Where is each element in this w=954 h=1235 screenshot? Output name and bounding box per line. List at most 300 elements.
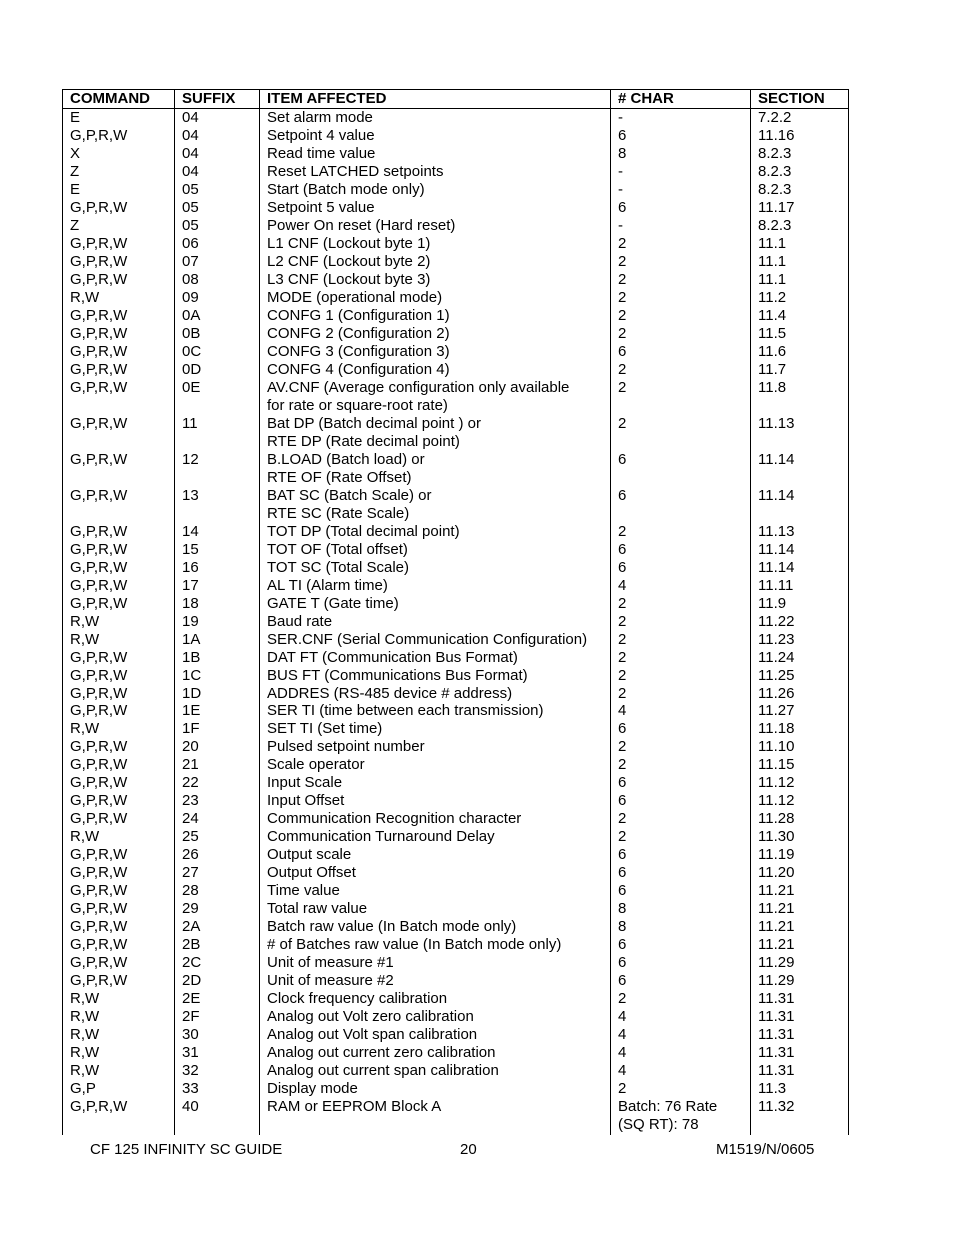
char-count-cell: 6: [611, 451, 751, 487]
char-count-cell: 4: [611, 1008, 751, 1026]
section-cell: 11.26: [751, 685, 849, 703]
item-affected-cell: CONFG 2 (Configuration 2): [260, 325, 611, 343]
item-affected-cell: Total raw value: [260, 900, 611, 918]
suffix-cell: 15: [175, 541, 260, 559]
section-cell: 7.2.2: [751, 109, 849, 127]
section-cell: 11.21: [751, 900, 849, 918]
header-section: SECTION: [751, 90, 849, 109]
table-row: [63, 343, 849, 361]
table-row: [63, 235, 849, 253]
suffix-cell: 22: [175, 774, 260, 792]
header-command: COMMAND: [63, 90, 175, 109]
command-cell: G,P,R,W: [63, 685, 175, 703]
section-cell: 11.14: [751, 451, 849, 487]
command-cell: Z: [63, 217, 175, 235]
command-cell: R,W: [63, 631, 175, 649]
char-count-cell: 2: [611, 738, 751, 756]
suffix-cell: 08: [175, 271, 260, 289]
table-row: [63, 163, 849, 181]
section-cell: 11.29: [751, 972, 849, 990]
table-row: [63, 1044, 849, 1062]
command-cell: G,P,R,W: [63, 864, 175, 882]
char-count-cell: 4: [611, 702, 751, 720]
table-row: [63, 217, 849, 235]
table-row: [63, 1080, 849, 1098]
command-cell: G,P,R,W: [63, 343, 175, 361]
char-count-cell: 6: [611, 846, 751, 864]
suffix-cell: 31: [175, 1044, 260, 1062]
suffix-cell: 23: [175, 792, 260, 810]
char-count-cell: 2: [611, 631, 751, 649]
suffix-cell: 20: [175, 738, 260, 756]
command-cell: G,P,R,W: [63, 667, 175, 685]
section-cell: 11.21: [751, 936, 849, 954]
item-affected-cell: CONFG 4 (Configuration 4): [260, 361, 611, 379]
table-row: [63, 774, 849, 792]
char-count-cell: 2: [611, 289, 751, 307]
item-affected-cell: BAT SC (Batch Scale) or RTE SC (Rate Scale): [260, 487, 611, 523]
char-count-cell: -: [611, 217, 751, 235]
table-row: [63, 936, 849, 954]
command-cell: G,P: [63, 1080, 175, 1098]
char-count-cell: 6: [611, 541, 751, 559]
section-cell: 11.5: [751, 325, 849, 343]
table-row: [63, 127, 849, 145]
table-row: [63, 379, 849, 415]
char-count-cell: 6: [611, 199, 751, 217]
char-count-cell: Batch: 76 Rate (SQ RT): 78: [611, 1098, 751, 1135]
item-affected-cell: Scale operator: [260, 756, 611, 774]
command-cell: G,P,R,W: [63, 127, 175, 145]
command-cell: G,P,R,W: [63, 253, 175, 271]
item-affected-cell: Analog out current span calibration: [260, 1062, 611, 1080]
item-affected-cell: TOT SC (Total Scale): [260, 559, 611, 577]
section-cell: 11.31: [751, 1026, 849, 1044]
command-cell: R,W: [63, 1008, 175, 1026]
footer-document-code: M1519/N/0605: [716, 1141, 815, 1158]
table-row: [63, 541, 849, 559]
section-cell: 11.3: [751, 1080, 849, 1098]
char-count-cell: 2: [611, 523, 751, 541]
char-count-cell: 8: [611, 145, 751, 163]
item-affected-cell: Input Offset: [260, 792, 611, 810]
command-cell: X: [63, 145, 175, 163]
char-count-cell: 2: [611, 379, 751, 415]
suffix-cell: 1E: [175, 702, 260, 720]
char-count-cell: 4: [611, 1026, 751, 1044]
section-cell: 11.12: [751, 774, 849, 792]
command-cell: G,P,R,W: [63, 523, 175, 541]
command-cell: R,W: [63, 720, 175, 738]
suffix-cell: 2B: [175, 936, 260, 954]
item-affected-cell: Time value: [260, 882, 611, 900]
char-count-cell: 2: [611, 253, 751, 271]
command-cell: G,P,R,W: [63, 882, 175, 900]
section-cell: 11.6: [751, 343, 849, 361]
table-row: [63, 792, 849, 810]
suffix-cell: 19: [175, 613, 260, 631]
command-cell: G,P,R,W: [63, 774, 175, 792]
char-count-cell: 2: [611, 595, 751, 613]
char-count-cell: 6: [611, 864, 751, 882]
char-count-cell: 2: [611, 756, 751, 774]
table-row: [63, 756, 849, 774]
char-count-cell: 2: [611, 235, 751, 253]
table-row: [63, 954, 849, 972]
table-row: [63, 451, 849, 487]
section-cell: 11.12: [751, 792, 849, 810]
suffix-cell: 16: [175, 559, 260, 577]
table-row: [63, 415, 849, 451]
suffix-cell: 06: [175, 235, 260, 253]
suffix-cell: 05: [175, 199, 260, 217]
command-cell: G,P,R,W: [63, 559, 175, 577]
command-cell: G,P,R,W: [63, 235, 175, 253]
section-cell: 11.14: [751, 559, 849, 577]
header-suffix: SUFFIX: [175, 90, 260, 109]
table-header: [63, 90, 849, 109]
char-count-cell: 2: [611, 828, 751, 846]
table-row: [63, 1098, 849, 1135]
suffix-cell: 2F: [175, 1008, 260, 1026]
table-row: [63, 1026, 849, 1044]
table-row: [63, 900, 849, 918]
section-cell: 11.30: [751, 828, 849, 846]
command-cell: G,P,R,W: [63, 595, 175, 613]
char-count-cell: 6: [611, 972, 751, 990]
command-cell: R,W: [63, 1044, 175, 1062]
suffix-cell: 05: [175, 217, 260, 235]
suffix-cell: 1B: [175, 649, 260, 667]
suffix-cell: 26: [175, 846, 260, 864]
char-count-cell: 2: [611, 990, 751, 1008]
char-count-cell: 6: [611, 127, 751, 145]
table-row: [63, 559, 849, 577]
header-item-affected: ITEM AFFECTED: [260, 90, 611, 109]
char-count-cell: 6: [611, 882, 751, 900]
item-affected-cell: Pulsed setpoint number: [260, 738, 611, 756]
suffix-cell: 17: [175, 577, 260, 595]
command-cell: G,P,R,W: [63, 541, 175, 559]
suffix-cell: 0B: [175, 325, 260, 343]
suffix-cell: 21: [175, 756, 260, 774]
suffix-cell: 12: [175, 451, 260, 487]
char-count-cell: -: [611, 163, 751, 181]
item-affected-cell: Input Scale: [260, 774, 611, 792]
section-cell: 11.1: [751, 271, 849, 289]
item-affected-cell: TOT DP (Total decimal point): [260, 523, 611, 541]
section-cell: 11.1: [751, 253, 849, 271]
table-row: [63, 307, 849, 325]
item-affected-cell: L3 CNF (Lockout byte 3): [260, 271, 611, 289]
char-count-cell: 2: [611, 1080, 751, 1098]
suffix-cell: 40: [175, 1098, 260, 1135]
header-row: [63, 90, 849, 109]
suffix-cell: 1A: [175, 631, 260, 649]
section-cell: 11.31: [751, 1062, 849, 1080]
table-row: [63, 667, 849, 685]
item-affected-cell: Bat DP (Batch decimal point ) or RTE DP (Rate decimal point): [260, 415, 611, 451]
item-affected-cell: Reset LATCHED setpoints: [260, 163, 611, 181]
suffix-cell: 13: [175, 487, 260, 523]
suffix-cell: 1F: [175, 720, 260, 738]
command-cell: G,P,R,W: [63, 487, 175, 523]
char-count-cell: 2: [611, 685, 751, 703]
section-cell: 11.2: [751, 289, 849, 307]
section-cell: 11.17: [751, 199, 849, 217]
item-affected-cell: Setpoint 4 value: [260, 127, 611, 145]
suffix-cell: 09: [175, 289, 260, 307]
section-cell: 11.28: [751, 810, 849, 828]
item-affected-cell: Start (Batch mode only): [260, 181, 611, 199]
section-cell: 8.2.3: [751, 145, 849, 163]
char-count-cell: 2: [611, 649, 751, 667]
item-affected-cell: Output scale: [260, 846, 611, 864]
table-row: [63, 181, 849, 199]
section-cell: 11.8: [751, 379, 849, 415]
suffix-cell: 30: [175, 1026, 260, 1044]
char-count-cell: 2: [611, 361, 751, 379]
item-affected-cell: SER TI (time between each transmission): [260, 702, 611, 720]
item-affected-cell: ADDRES (RS-485 device # address): [260, 685, 611, 703]
item-affected-cell: Batch raw value (In Batch mode only): [260, 918, 611, 936]
section-cell: 11.19: [751, 846, 849, 864]
table-row: [63, 649, 849, 667]
item-affected-cell: Communication Recognition character: [260, 810, 611, 828]
item-affected-cell: Display mode: [260, 1080, 611, 1098]
command-cell: R,W: [63, 990, 175, 1008]
char-count-cell: 6: [611, 936, 751, 954]
table-row: [63, 864, 849, 882]
item-affected-cell: Set alarm mode: [260, 109, 611, 127]
item-affected-cell: Read time value: [260, 145, 611, 163]
command-cell: E: [63, 181, 175, 199]
command-cell: R,W: [63, 289, 175, 307]
item-affected-cell: Analog out Volt span calibration: [260, 1026, 611, 1044]
command-cell: R,W: [63, 613, 175, 631]
item-affected-cell: RAM or EEPROM Block A: [260, 1098, 611, 1135]
table-row: [63, 613, 849, 631]
table-row: [63, 631, 849, 649]
command-cell: Z: [63, 163, 175, 181]
table-row: [63, 972, 849, 990]
item-affected-cell: Power On reset (Hard reset): [260, 217, 611, 235]
item-affected-cell: Baud rate: [260, 613, 611, 631]
footer-document-title: CF 125 INFINITY SC GUIDE: [90, 1141, 283, 1158]
table-row: [63, 990, 849, 1008]
char-count-cell: 2: [611, 415, 751, 451]
item-affected-cell: CONFG 1 (Configuration 1): [260, 307, 611, 325]
table-row: [63, 1062, 849, 1080]
item-affected-cell: B.LOAD (Batch load) or RTE OF (Rate Offset): [260, 451, 611, 487]
command-cell: G,P,R,W: [63, 649, 175, 667]
item-affected-cell: SET TI (Set time): [260, 720, 611, 738]
suffix-cell: 0E: [175, 379, 260, 415]
table-row: [63, 702, 849, 720]
command-cell: G,P,R,W: [63, 271, 175, 289]
suffix-cell: 2E: [175, 990, 260, 1008]
command-cell: G,P,R,W: [63, 954, 175, 972]
item-affected-cell: Setpoint 5 value: [260, 199, 611, 217]
suffix-cell: 24: [175, 810, 260, 828]
table-row: [63, 846, 849, 864]
char-count-cell: 6: [611, 487, 751, 523]
item-affected-cell: # of Batches raw value (In Batch mode only): [260, 936, 611, 954]
table-row: [63, 577, 849, 595]
item-affected-cell: Unit of measure #2: [260, 972, 611, 990]
item-affected-cell: Unit of measure #1: [260, 954, 611, 972]
section-cell: 11.21: [751, 882, 849, 900]
table-row: [63, 487, 849, 523]
section-cell: 11.14: [751, 541, 849, 559]
header-char-count: # CHAR: [611, 90, 751, 109]
section-cell: 11.24: [751, 649, 849, 667]
section-cell: 11.22: [751, 613, 849, 631]
char-count-cell: -: [611, 181, 751, 199]
section-cell: 8.2.3: [751, 217, 849, 235]
suffix-cell: 2C: [175, 954, 260, 972]
command-cell: G,P,R,W: [63, 936, 175, 954]
item-affected-cell: TOT OF (Total offset): [260, 541, 611, 559]
table-row: [63, 738, 849, 756]
section-cell: 11.11: [751, 577, 849, 595]
suffix-cell: 04: [175, 145, 260, 163]
char-count-cell: -: [611, 109, 751, 127]
suffix-cell: 28: [175, 882, 260, 900]
item-affected-cell: Analog out Volt zero calibration: [260, 1008, 611, 1026]
char-count-cell: 8: [611, 918, 751, 936]
table-row: [63, 918, 849, 936]
table-row: [63, 361, 849, 379]
command-cell: G,P,R,W: [63, 810, 175, 828]
table-row: [63, 828, 849, 846]
section-cell: 11.31: [751, 1044, 849, 1062]
char-count-cell: 6: [611, 720, 751, 738]
section-cell: 11.10: [751, 738, 849, 756]
suffix-cell: 0D: [175, 361, 260, 379]
item-affected-cell: Output Offset: [260, 864, 611, 882]
section-cell: 11.21: [751, 918, 849, 936]
command-table: [62, 89, 849, 1135]
char-count-cell: 4: [611, 1062, 751, 1080]
command-cell: G,P,R,W: [63, 846, 175, 864]
table-row: [63, 145, 849, 163]
section-cell: 11.31: [751, 1008, 849, 1026]
char-count-cell: 6: [611, 954, 751, 972]
table-row: [63, 810, 849, 828]
command-cell: G,P,R,W: [63, 307, 175, 325]
table-row: [63, 253, 849, 271]
suffix-cell: 29: [175, 900, 260, 918]
command-cell: G,P,R,W: [63, 702, 175, 720]
suffix-cell: 18: [175, 595, 260, 613]
section-cell: 11.31: [751, 990, 849, 1008]
command-cell: R,W: [63, 1026, 175, 1044]
char-count-cell: 2: [611, 667, 751, 685]
suffix-cell: 14: [175, 523, 260, 541]
table-body: [63, 109, 849, 1136]
section-cell: 11.27: [751, 702, 849, 720]
char-count-cell: 2: [611, 810, 751, 828]
item-affected-cell: AL TI (Alarm time): [260, 577, 611, 595]
table-row: [63, 109, 849, 127]
suffix-cell: 0A: [175, 307, 260, 325]
item-affected-cell: CONFG 3 (Configuration 3): [260, 343, 611, 361]
suffix-cell: 07: [175, 253, 260, 271]
command-cell: E: [63, 109, 175, 127]
table-row: [63, 289, 849, 307]
suffix-cell: 11: [175, 415, 260, 451]
section-cell: 11.23: [751, 631, 849, 649]
table-row: [63, 1008, 849, 1026]
suffix-cell: 05: [175, 181, 260, 199]
suffix-cell: 27: [175, 864, 260, 882]
command-cell: G,P,R,W: [63, 792, 175, 810]
char-count-cell: 6: [611, 792, 751, 810]
command-cell: G,P,R,W: [63, 325, 175, 343]
table-row: [63, 325, 849, 343]
section-cell: 11.20: [751, 864, 849, 882]
char-count-cell: 2: [611, 613, 751, 631]
char-count-cell: 2: [611, 271, 751, 289]
section-cell: 11.25: [751, 667, 849, 685]
section-cell: 11.9: [751, 595, 849, 613]
section-cell: 11.15: [751, 756, 849, 774]
item-affected-cell: Analog out current zero calibration: [260, 1044, 611, 1062]
table-row: [63, 720, 849, 738]
command-cell: G,P,R,W: [63, 756, 175, 774]
suffix-cell: 0C: [175, 343, 260, 361]
suffix-cell: 2A: [175, 918, 260, 936]
table-row: [63, 523, 849, 541]
section-cell: 11.29: [751, 954, 849, 972]
section-cell: 11.18: [751, 720, 849, 738]
section-cell: 8.2.3: [751, 163, 849, 181]
command-cell: G,P,R,W: [63, 361, 175, 379]
section-cell: 8.2.3: [751, 181, 849, 199]
item-affected-cell: Clock frequency calibration: [260, 990, 611, 1008]
char-count-cell: 2: [611, 325, 751, 343]
char-count-cell: 6: [611, 559, 751, 577]
item-affected-cell: GATE T (Gate time): [260, 595, 611, 613]
suffix-cell: 25: [175, 828, 260, 846]
section-cell: 11.16: [751, 127, 849, 145]
char-count-cell: 8: [611, 900, 751, 918]
char-count-cell: 4: [611, 1044, 751, 1062]
item-affected-cell: AV.CNF (Average configuration only available for rate or square-root rate): [260, 379, 611, 415]
char-count-cell: 4: [611, 577, 751, 595]
command-cell: G,P,R,W: [63, 972, 175, 990]
item-affected-cell: L1 CNF (Lockout byte 1): [260, 235, 611, 253]
section-cell: 11.7: [751, 361, 849, 379]
section-cell: 11.4: [751, 307, 849, 325]
section-cell: 11.13: [751, 415, 849, 451]
suffix-cell: 1D: [175, 685, 260, 703]
suffix-cell: 2D: [175, 972, 260, 990]
char-count-cell: 6: [611, 774, 751, 792]
table-row: [63, 199, 849, 217]
item-affected-cell: L2 CNF (Lockout byte 2): [260, 253, 611, 271]
command-cell: G,P,R,W: [63, 1098, 175, 1135]
suffix-cell: 1C: [175, 667, 260, 685]
suffix-cell: 32: [175, 1062, 260, 1080]
item-affected-cell: BUS FT (Communications Bus Format): [260, 667, 611, 685]
item-affected-cell: SER.CNF (Serial Communication Configuration): [260, 631, 611, 649]
section-cell: 11.13: [751, 523, 849, 541]
command-cell: G,P,R,W: [63, 738, 175, 756]
command-cell: G,P,R,W: [63, 451, 175, 487]
command-cell: R,W: [63, 1062, 175, 1080]
